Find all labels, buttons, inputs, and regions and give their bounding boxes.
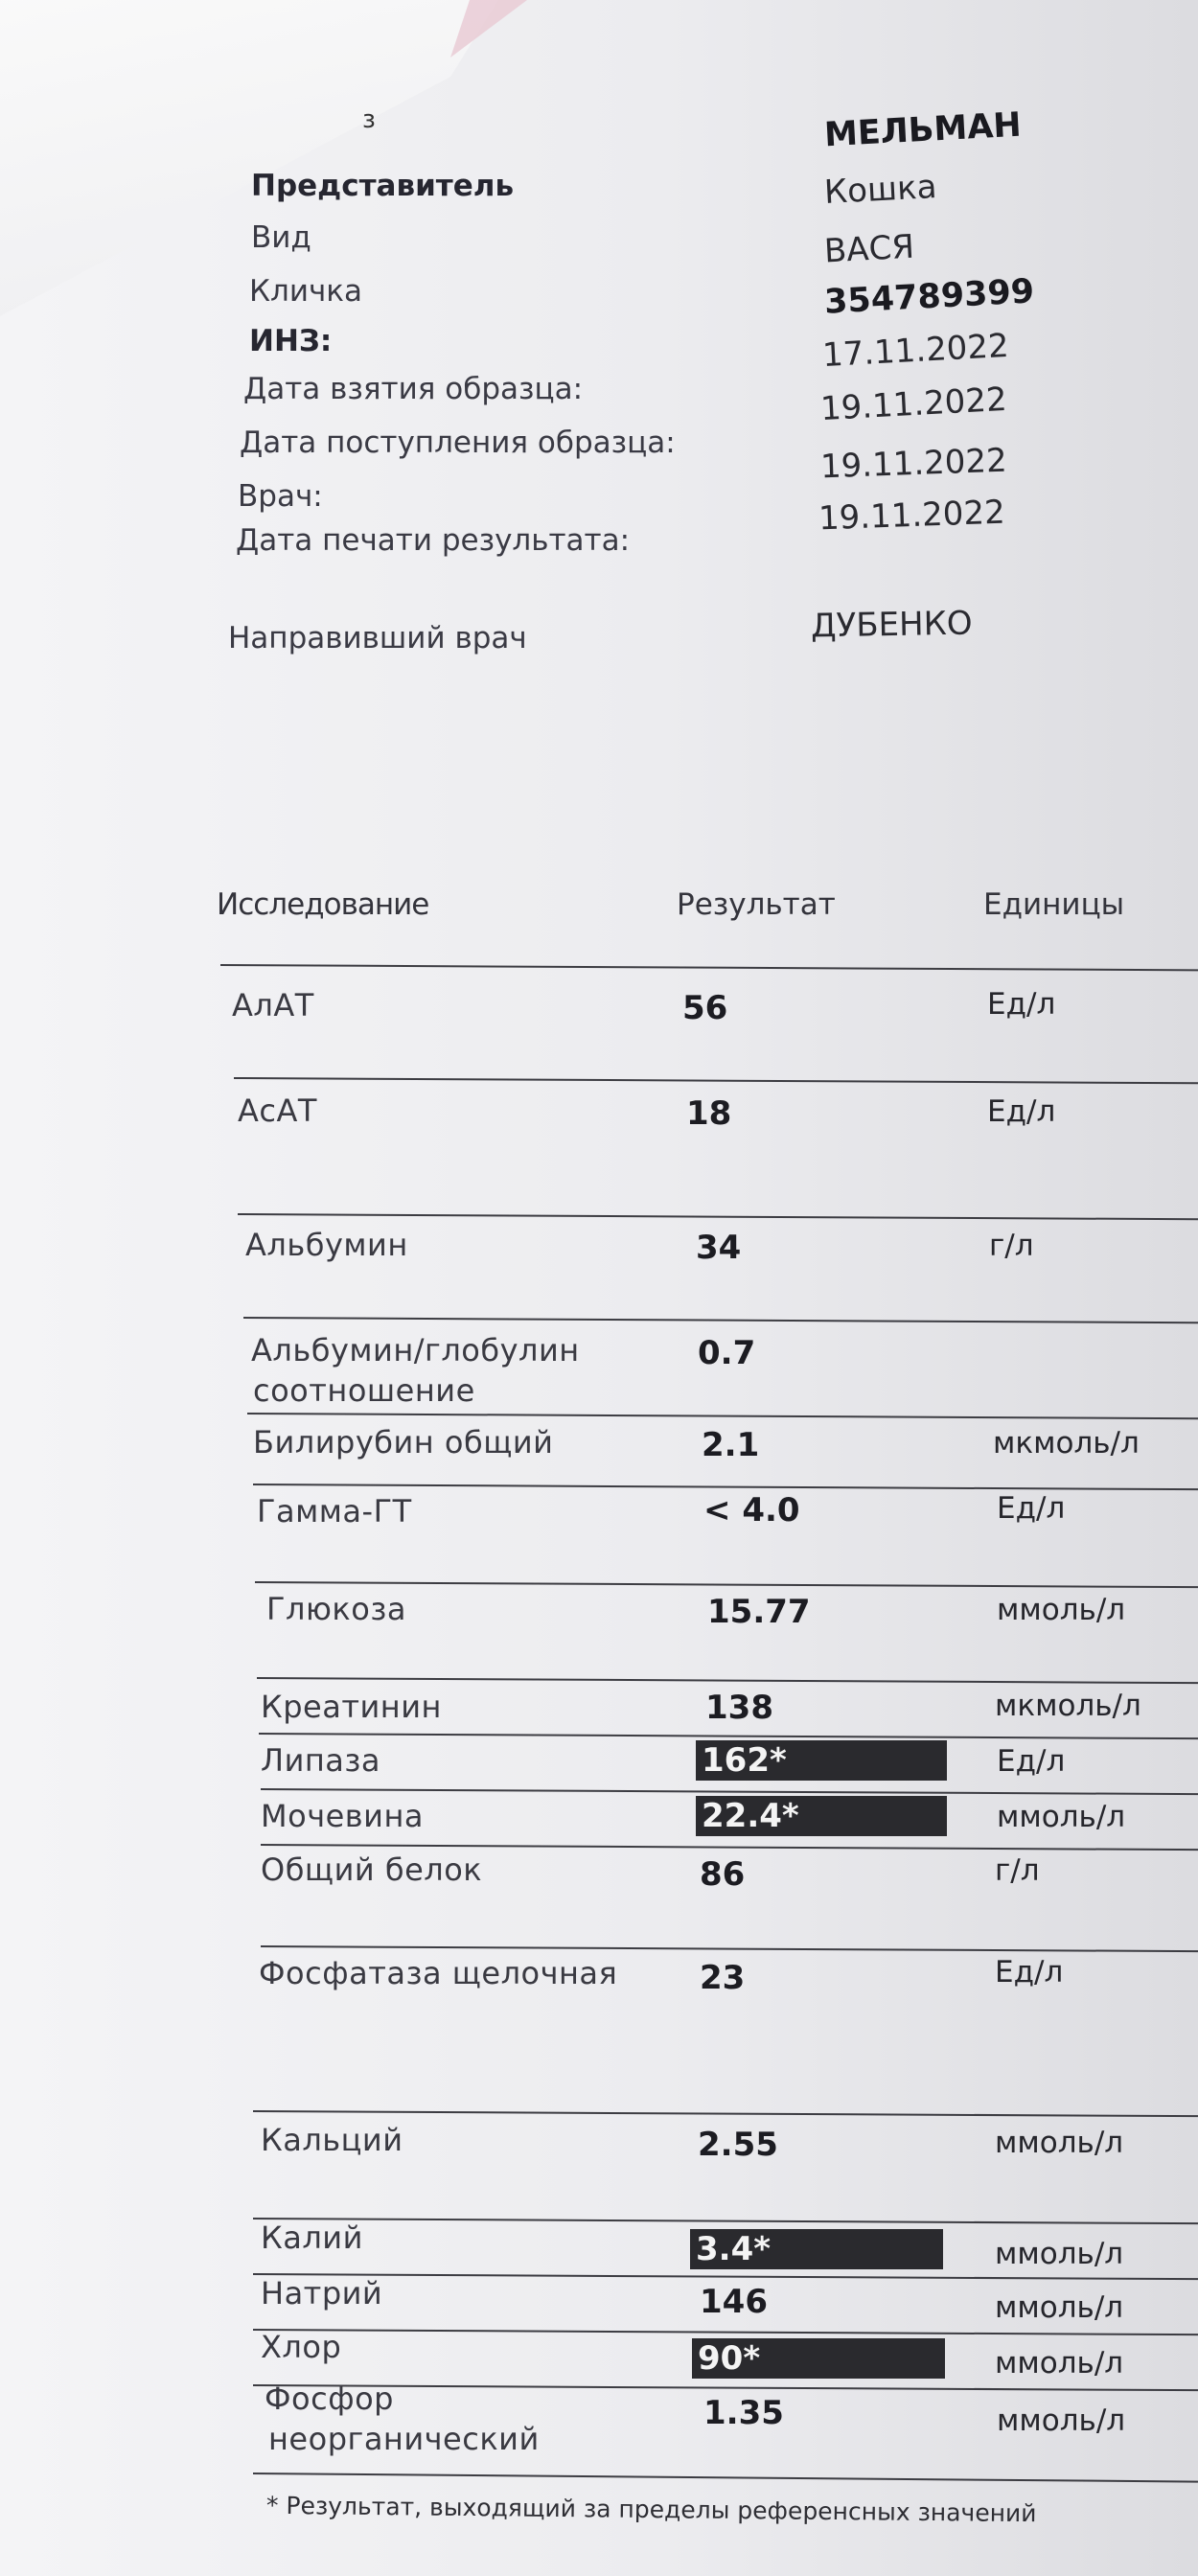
- value-print-date: 19.11.2022: [818, 493, 1006, 539]
- row-rule: [253, 2218, 1198, 2224]
- row-unit-calcium: ммоль/л: [995, 2126, 1124, 2160]
- row-result-ggt: < 4.0: [703, 1491, 800, 1530]
- row-result-lipase-flagged: 162*: [696, 1740, 947, 1781]
- row-name-total-protein: Общий белок: [261, 1852, 483, 1888]
- row-unit-albumin: г/л: [989, 1229, 1034, 1263]
- column-header-test: Исследование: [217, 887, 429, 922]
- label-print-date: Дата печати результата:: [236, 523, 631, 558]
- row-rule: [255, 1581, 1198, 1588]
- value-referrer: ДУБЕНКО: [810, 604, 973, 646]
- footnote: * Результат, выходящий за пределы референсных значений: [265, 2491, 1037, 2528]
- row-result-alat: 56: [682, 989, 728, 1027]
- row-rule: [259, 1733, 1198, 1739]
- row-result-total-protein: 86: [700, 1855, 746, 1894]
- label-received-date: Дата поступления образца:: [240, 426, 676, 460]
- row-name-potassium: Калий: [261, 2220, 363, 2256]
- value-inz: 354789399: [823, 272, 1036, 322]
- row-rule: [253, 2110, 1198, 2117]
- row-rule: [234, 1077, 1198, 1084]
- row-result-glucose: 15.77: [707, 1593, 811, 1631]
- row-name-alat: АлАТ: [232, 987, 314, 1024]
- label-species: Вид: [251, 220, 311, 255]
- row-name-bilirubin: Билирубин общий: [253, 1424, 554, 1460]
- row-unit-alat: Ед/л: [987, 987, 1056, 1022]
- row-result-calcium: 2.55: [698, 2126, 778, 2164]
- row-rule: [238, 1213, 1198, 1220]
- row-rule: [257, 1677, 1198, 1684]
- row-rule: [253, 2273, 1198, 2280]
- label-inz: ИНЗ:: [249, 324, 333, 358]
- row-name-ag-ratio-line2: соотношение: [253, 1372, 475, 1409]
- row-name-alkaline-phosphatase: Фосфатаза щелочная: [259, 1955, 618, 1991]
- row-result-phosphorus: 1.35: [703, 2394, 784, 2432]
- row-name-albumin: Альбумин: [245, 1227, 408, 1263]
- row-name-sodium: Натрий: [261, 2275, 383, 2312]
- row-result-potassium-flagged: 3.4*: [690, 2229, 943, 2269]
- row-result-bilirubin: 2.1: [702, 1426, 760, 1464]
- row-result-urea-flagged: 22.4*: [696, 1796, 947, 1836]
- corner-mark: ɜ: [362, 105, 376, 134]
- row-result-creatinine: 138: [705, 1689, 773, 1727]
- label-nickname: Кличка: [249, 274, 363, 309]
- row-unit-asat: Ед/л: [987, 1094, 1056, 1129]
- row-unit-sodium: ммоль/л: [995, 2290, 1124, 2325]
- row-unit-alkaline-phosphatase: Ед/л: [995, 1955, 1064, 1990]
- header-rule: [220, 964, 1198, 971]
- label-representative: Представитель: [251, 169, 515, 203]
- row-rule: [243, 1317, 1198, 1323]
- row-result-asat: 18: [686, 1094, 732, 1133]
- row-unit-phosphorus: ммоль/л: [997, 2404, 1126, 2438]
- value-received-date: 19.11.2022: [819, 380, 1008, 429]
- row-unit-glucose: ммоль/л: [997, 1593, 1126, 1627]
- row-name-calcium: Кальций: [261, 2122, 403, 2158]
- row-name-asat: АсАТ: [238, 1092, 317, 1129]
- row-unit-lipase: Ед/л: [997, 1744, 1066, 1779]
- label-referrer: Направивший врач: [228, 621, 527, 656]
- row-name-ggt: Гамма-ГТ: [257, 1493, 412, 1530]
- column-header-result: Результат: [677, 887, 836, 922]
- row-rule: [253, 2329, 1198, 2335]
- column-header-units: Единицы: [983, 887, 1125, 922]
- row-rule: [261, 1788, 1198, 1795]
- row-name-glucose: Глюкоза: [266, 1591, 406, 1627]
- row-result-albumin: 34: [696, 1229, 742, 1267]
- row-result-alkaline-phosphatase: 23: [700, 1959, 746, 1997]
- value-representative: МЕЛЬМАН: [823, 105, 1023, 155]
- row-unit-potassium: ммоль/л: [995, 2237, 1124, 2271]
- row-unit-bilirubin: мкмоль/л: [993, 1426, 1140, 1460]
- row-rule: [261, 1844, 1198, 1851]
- row-name-creatinine: Креатинин: [261, 1689, 442, 1725]
- row-name-lipase: Липаза: [261, 1742, 381, 1779]
- row-rule: [261, 1945, 1198, 1952]
- row-unit-chlorine: ммоль/л: [995, 2346, 1124, 2380]
- row-name-phosphorus-line1: Фосфор: [265, 2380, 394, 2417]
- row-unit-creatinine: мкмоль/л: [995, 1689, 1141, 1723]
- value-sample-date: 17.11.2022: [821, 326, 1010, 376]
- value-species: Кошка: [823, 167, 938, 213]
- row-rule: [253, 1484, 1198, 1490]
- row-name-urea: Мочевина: [261, 1798, 424, 1834]
- row-result-chlorine-flagged: 90*: [692, 2338, 945, 2379]
- row-result-ag-ratio: 0.7: [698, 1334, 756, 1372]
- row-unit-urea: ммоль/л: [997, 1800, 1126, 1834]
- row-unit-ggt: Ед/л: [997, 1491, 1066, 1526]
- row-name-phosphorus-line2: неорганический: [268, 2421, 540, 2457]
- row-unit-total-protein: г/л: [995, 1853, 1040, 1888]
- row-name-ag-ratio-line1: Альбумин/глобулин: [251, 1332, 580, 1368]
- row-rule: [247, 1413, 1198, 1419]
- label-sample-date: Дата взятия образца:: [243, 372, 584, 406]
- label-doctor: Врач:: [238, 479, 323, 514]
- value-doctor: 19.11.2022: [819, 441, 1008, 487]
- row-name-chlorine: Хлор: [261, 2329, 342, 2365]
- row-result-sodium: 146: [700, 2283, 768, 2321]
- row-rule: [253, 2384, 1198, 2391]
- row-rule: [253, 2472, 1198, 2483]
- value-nickname: ВАСЯ: [823, 227, 915, 271]
